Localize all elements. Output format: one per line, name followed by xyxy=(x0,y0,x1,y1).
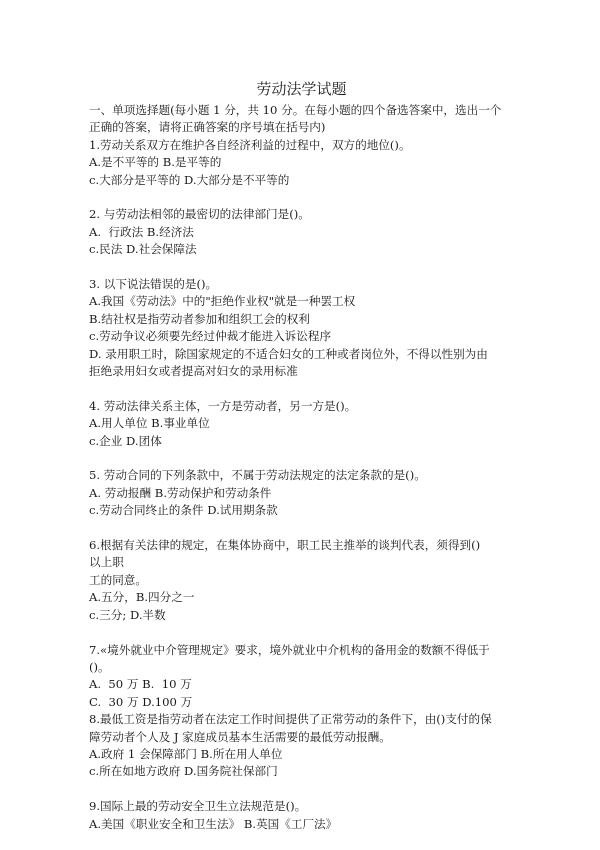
question-line: c.三分; D.半数 xyxy=(89,607,166,622)
document-title: 劳动法学试题 xyxy=(256,80,347,98)
question-text: 2. 与劳动法相邻的最密切的法律部门是()。 xyxy=(89,207,310,222)
question-spacer xyxy=(89,520,514,537)
question-line: D. 录用职工时，除国家规定的不适合妇女的工种或者岗位外，不得以性别为由 xyxy=(89,346,488,361)
question-text: 8.最低工资是指劳动者在法定工作时间提供了正常劳动的条件下，由()支付的保 xyxy=(89,712,492,727)
question-line: c.劳动合同终止的条件 D.试用期条款 xyxy=(89,503,278,518)
question-line: B.结社权是指劳动者参加和组织工会的权利 xyxy=(89,311,310,326)
instruction-line: 正确的答案，请将正确答案的序号填在括号内) xyxy=(89,120,326,135)
instructions xyxy=(89,102,514,137)
question-line: A. 行政法 B.经济法 xyxy=(89,224,194,239)
question-text: 9.国际上最的劳动安全卫生立法规范是()。 xyxy=(89,799,307,814)
question-line: 工的同意。 xyxy=(89,572,147,587)
question-line: A.政府 1 会保障部门 B.所在用人单位 xyxy=(89,746,283,761)
question-line: c.劳动争议必须要先经过仲裁才能进入诉讼程序 xyxy=(89,329,332,344)
question-line: ()。 xyxy=(89,659,110,674)
question-line: c.企业 D.团体 xyxy=(89,433,162,448)
question-spacer xyxy=(89,380,514,397)
question-spacer xyxy=(89,450,514,467)
question-6 xyxy=(89,537,514,624)
question-8 xyxy=(89,711,514,781)
question-5 xyxy=(89,467,514,519)
question-text: 5. 劳动合同的下列条款中，不属于劳动法规定的法定条款的是()。 xyxy=(89,468,426,483)
question-3 xyxy=(89,276,514,380)
question-line: A.五分，B.四分之一 xyxy=(89,590,195,605)
question-7 xyxy=(89,642,514,712)
question-text: 7.«境外就业中介管理规定》要求，境外就业中介机构的备用金的数额不得低于 xyxy=(89,642,490,657)
question-spacer xyxy=(89,259,514,276)
question-text: 1.劳动关系双方在维护各自经济利益的过程中，双方的地位()。 xyxy=(89,137,411,152)
question-spacer xyxy=(89,189,514,206)
question-line: A. 50 万 B. 10 万 xyxy=(89,677,192,692)
question-line: c.所在如地方政府 D.国务院社保部门 xyxy=(89,764,278,779)
question-line: A. 劳动报酬 B.劳动保护和劳动条件 xyxy=(89,485,272,500)
question-line: 以上职 xyxy=(89,555,124,570)
question-line: C. 30 万 D.100 万 xyxy=(89,694,193,709)
question-line: 拒绝录用妇女或者提高对妇女的录用标准 xyxy=(89,364,298,379)
question-line: A.美国《职业安全和卫生法》 B.英国《工厂法》 xyxy=(89,816,338,831)
question-text: 3. 以下说法错误的是()。 xyxy=(89,277,218,292)
question-line: A.是不平等的 B.是平等的 xyxy=(89,155,222,170)
question-1 xyxy=(89,137,514,189)
question-2 xyxy=(89,206,514,258)
question-spacer xyxy=(89,624,514,641)
question-9 xyxy=(89,798,514,833)
question-line: c.大部分是平等的 D.大部分是不平等的 xyxy=(89,172,290,187)
question-4 xyxy=(89,398,514,450)
question-line: A.用人单位 B.事业单位 xyxy=(89,416,210,431)
question-line: A.我国《劳动法》中的"拒绝作业权"就是一种罢工权 xyxy=(89,294,356,309)
question-line: 障劳动者个人及 J 家庭成员基本生活需要的最低劳动报酬。 xyxy=(89,729,391,744)
question-spacer xyxy=(89,781,514,798)
instruction-line: 一、单项选择题(每小题 1 分，共 10 分。在每小题的四个备选答案中，选出一个 xyxy=(89,103,502,117)
question-text: 6.根据有关法律的规定，在集体协商中，职工民主推举的谈判代表，须得到() xyxy=(89,538,481,553)
question-text: 4. 劳动法律关系主体，一方是劳动者，另一方是()。 xyxy=(89,398,357,413)
question-list xyxy=(89,137,514,833)
question-line: c.民法 D.社会保障法 xyxy=(89,242,197,257)
